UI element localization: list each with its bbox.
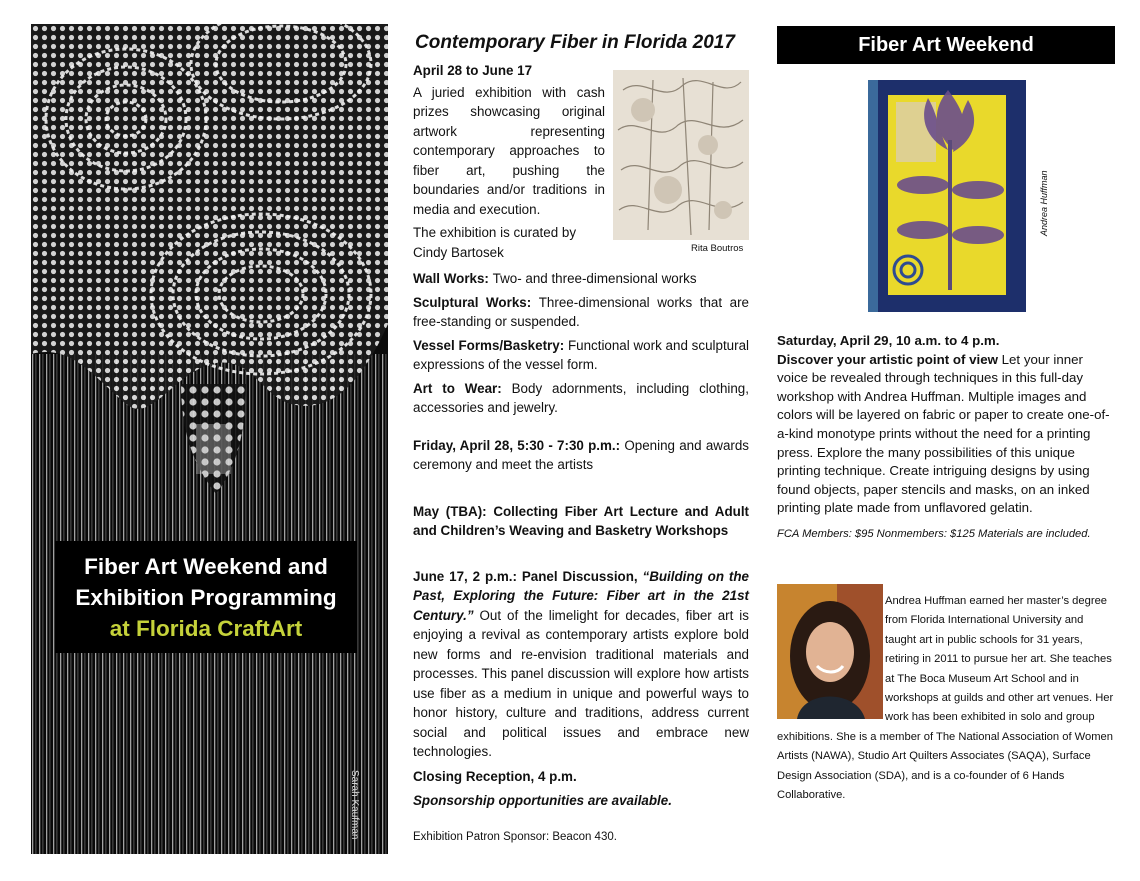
photo-credit: Sarah Kaufman <box>349 770 360 840</box>
banner-line-1: Fiber Art Weekend and <box>84 554 328 579</box>
opening-reception: Friday, April 28, 5:30 - 7:30 p.m.: Opening and awards ceremony and meet the artists <box>413 437 749 472</box>
exhibition-curator: The exhibition is curated by Cindy Bartosek <box>413 225 577 260</box>
workshop-artwork-credit: Andrea Huffman <box>1039 170 1049 236</box>
monotype-print-artwork <box>868 80 1026 312</box>
category-art-to-wear: Art to Wear: Body adornments, including clothing, accessories and jewelry. <box>413 380 749 415</box>
artwork-credit: Rita Boutros <box>691 243 744 254</box>
sponsorship-note: Sponsorship opportunities are available. <box>413 793 672 808</box>
workshop-description: Discover your artistic point of view Let your inner voice be revealed through techniques in this full-day workshop with Andrea Huffman. Multiple images and colors will be layered on fabric or paper to create one-of-a-kind monotype prints without the need for a printing press. Explore the many possibilities of this unique printing technique. Create intriguing designs by using found objects, paper stencils and masks, on an inked printing plate made from unflavored gelatin. <box>777 351 1110 516</box>
category-sculptural-works: Sculptural Works: Three-dimensional works that are free-standing or suspended. <box>413 294 749 329</box>
category-wall-works: Wall Works: Two- and three-dimensional works <box>413 271 697 286</box>
category-vessel-forms: Vessel Forms/Basketry: Functional work and sculptural expressions of the vessel form. <box>413 337 749 372</box>
workshop-column <box>777 26 1115 802</box>
workshop-header: Fiber Art Weekend <box>777 26 1115 64</box>
rita-boutros-artwork <box>613 70 749 240</box>
workshop-details <box>777 332 1115 540</box>
crochet-lace-artwork <box>31 24 388 854</box>
panel-discussion: June 17, 2 p.m.: Panel Discussion, “Building on the Past, Exploring the Future: Fiber art in the 21st Century.” Out of the limelight for decades, fiber art is enjoying a revival as contemporary artists explore bold new forms and re-envision traditional materials and processes. This panel discussion will explore how artists use fiber as a medium in unique and powerful ways to honor history, culture and traditions, address current social and political issues and embrace new technologies. <box>413 568 749 759</box>
workshop-datetime: Saturday, April 29, 10 a.m. to 4 p.m. <box>777 333 1000 348</box>
patron-sponsor: Exhibition Patron Sponsor: Beacon 430. <box>413 830 617 843</box>
exhibition-column <box>413 30 749 847</box>
workshop-fees: FCA Members: $95 Nonmembers: $125 Materials are included. <box>777 527 1091 540</box>
closing-reception: Closing Reception, 4 p.m. <box>413 768 577 784</box>
exhibition-title: Contemporary Fiber in Florida 2017 <box>415 32 735 53</box>
banner-line-2: Exhibition Programming <box>75 585 337 610</box>
may-event: May (TBA): Collecting Fiber Art Lecture and Adult and Children’s Weaving and Basketry Workshops <box>413 503 749 538</box>
exhibition-description: A juried exhibition with cash prizes showcasing original artwork representing contemporary approaches to fiber art, pushing the boundaries and/or traditions in media and execution. <box>413 84 605 217</box>
banner-line-3: at Florida CraftArt <box>109 616 303 641</box>
exhibition-dates: April 28 to June 17 <box>413 63 533 78</box>
program-banner <box>55 541 357 653</box>
instructor-bio: Andrea Huffman earned her master’s degree from Florida International University and taught art in public schools for 31 years, retiring in 2011 to pursue her art. She teaches at The Boca Museum Art School and in workshops at guilds and other art venues. Her work has been exhibited in solo and group exhibitions. She is a member of The National Association of Women Artists (NAWA), Studio Art Quilters Associates (SAQA), Surface Design Association (SDA), and is a co-founder of 6 Hands Collaborative. <box>777 595 1114 802</box>
cover-photo-panel <box>31 24 388 854</box>
